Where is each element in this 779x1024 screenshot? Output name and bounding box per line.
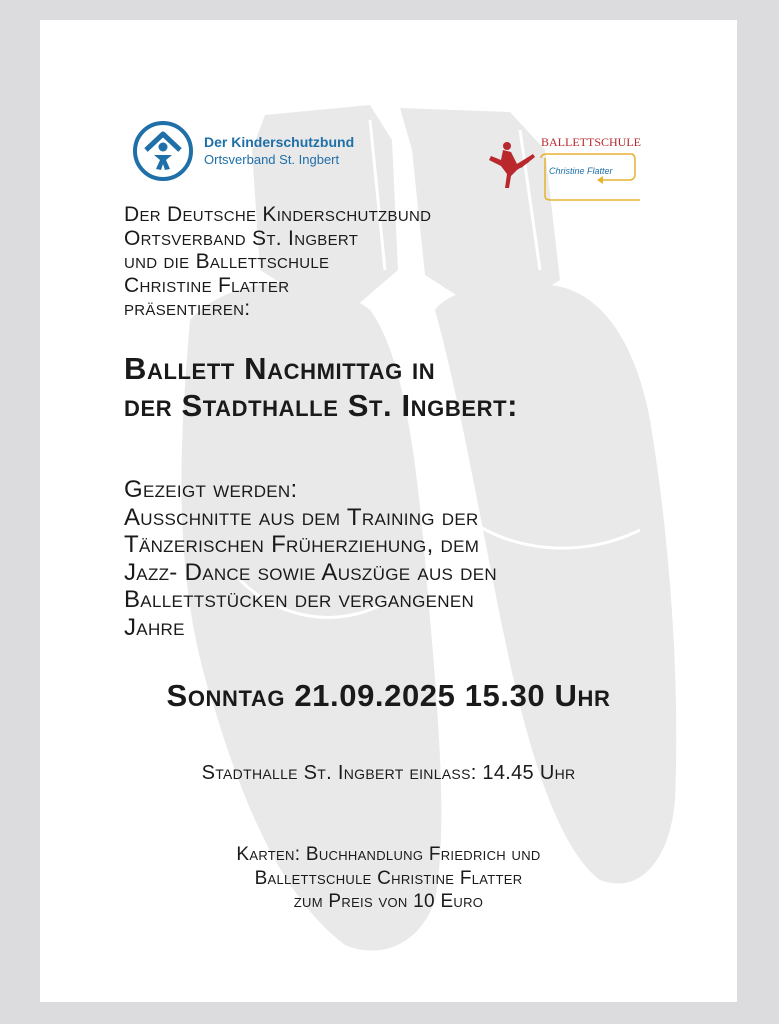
ballettschule-logo	[485, 130, 645, 206]
venue-info: Stadthalle St. Ingbert einlass: 14.45 Uhr	[201, 762, 576, 784]
event-headline: Ballett Nachmittag in der Stadthalle St. Ingbert:	[124, 351, 519, 423]
kinderschutzbund-name: Der Kinderschutzbund	[204, 134, 355, 150]
kinderschutzbund-subtitle: Ortsverband St. Ingbert	[204, 152, 340, 167]
program-description: Gezeigt werden: Ausschnitte aus dem Training der Tänzerischen Früherziehung, dem Jazz- Dance sowie Auszüge aus den Ballettstücken der vergangenen Jahre	[124, 476, 497, 641]
kinderschutzbund-emblem-icon	[132, 120, 194, 182]
ballettschule-name: BALLETTSCHULE	[541, 135, 641, 149]
event-date: Sonntag 21.09.2025 15.30 Uhr	[166, 678, 611, 713]
poster	[40, 20, 737, 1002]
ballettschule-subtitle: Christine Flatter	[549, 166, 613, 176]
ticket-info: Karten: Buchhandlung Friedrich und Ballettschule Christine Flatter zum Preis von 10 Euro	[236, 844, 541, 912]
kinderschutzbund-logo	[132, 120, 362, 182]
intro-text: Der Deutsche Kinderschutzbund Ortsverband St. Ingbert und die Ballettschule Christine Flatter präsentieren:	[124, 203, 432, 320]
